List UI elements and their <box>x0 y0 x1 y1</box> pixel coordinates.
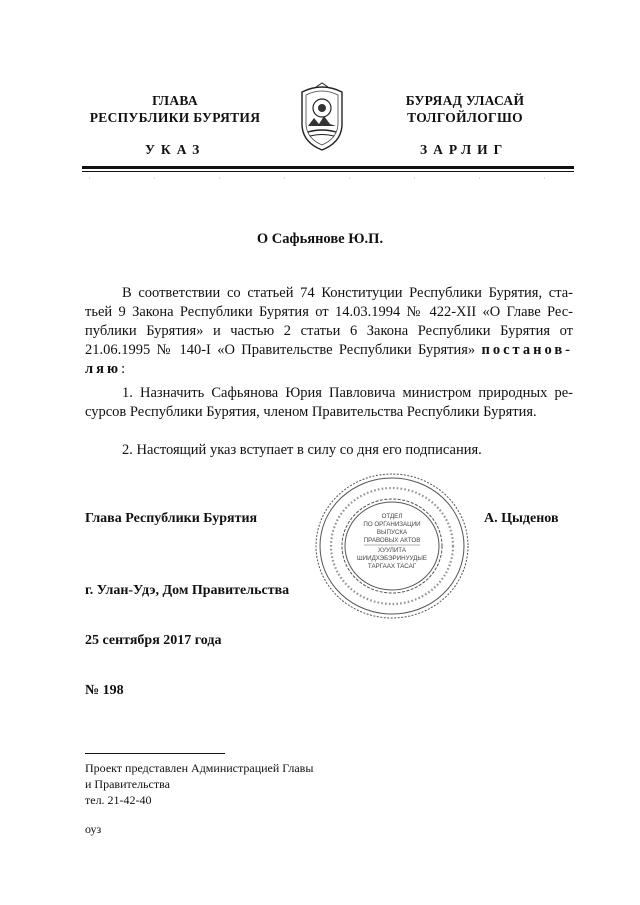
seal-text-line: ТАРГААХ ТАСАГ <box>367 563 417 570</box>
preamble-line: 21.06.1995 № 140-I «О Правительстве Республики Бурятия» <box>85 342 476 358</box>
seal-text-line: ОТДЕЛ <box>381 513 403 520</box>
header-right <box>380 92 550 126</box>
seal-text-line: ПО ОРГАНИЗАЦИИ <box>363 521 421 528</box>
header-rule-thin <box>82 171 574 172</box>
decree-item <box>85 384 573 422</box>
footer-code: оуз <box>85 822 102 836</box>
date: 25 сентября 2017 года <box>85 633 222 648</box>
decree-item-line: 2. Настоящий указ вступает в силу со дня его подписания. <box>122 442 482 458</box>
preamble-colon: : <box>121 361 126 377</box>
coat-of-arms-icon <box>296 82 348 152</box>
doc-type-right: ЗАРЛИГ <box>420 142 509 157</box>
preamble-line-5 <box>85 360 573 379</box>
decree-verb-end: ляю <box>85 361 122 377</box>
header-right-line1: БУРЯАД УЛАСАЙ <box>405 93 525 108</box>
place: г. Улан-Удэ, Дом Правительства <box>85 583 290 598</box>
signature-name: А. Цыденов <box>484 511 559 526</box>
doc-type-left: УКАЗ <box>145 142 206 157</box>
document-number: № 198 <box>85 683 124 698</box>
document-title: О Сафьянове Ю.П. <box>256 231 384 247</box>
decree-item-line: сурсов Республики Бурятия, членом Правительства Республики Бурятия. <box>85 404 537 420</box>
seal-text-line: ВЫПУСКА <box>376 529 408 536</box>
decree-item-line: 1. Назначить Сафьянова Юрия Павловича министром природных ре- <box>122 385 573 401</box>
header-left <box>80 92 270 126</box>
header-left-line2: РЕСПУБЛИКИ БУРЯТИЯ <box>89 110 261 125</box>
header-left-line1: ГЛАВА <box>152 93 198 108</box>
header-dots <box>82 174 574 182</box>
seal-text-line: ШИИДХЭБЭРИНУУДЫЕ <box>357 555 427 562</box>
official-seal <box>312 470 472 622</box>
seal-text-line: ПРАВОВЫХ АКТОВ <box>363 537 421 544</box>
header-rule-thick <box>82 166 574 169</box>
decree-item <box>85 441 573 460</box>
footer-rule <box>85 753 225 754</box>
seal-text-line: ХУУЛИТА <box>378 547 406 554</box>
preamble-line: публики Бурятия» и частью 2 статьи 6 Закона Республики Бурятия от <box>85 323 573 339</box>
footer-note <box>85 760 313 808</box>
footer-line: и Правительства <box>85 777 170 791</box>
preamble-line: В соответствии со статьей 74 Конституции Республики Бурятия, ста- <box>122 285 573 301</box>
footer-line: Проект представлен Администрацией Главы <box>85 761 314 775</box>
header-right-line2: ТОЛГОЙЛОГШО <box>407 110 523 125</box>
signature-title: Глава Республики Бурятия <box>85 511 258 526</box>
preamble-line: тьей 9 Закона Республики Бурятия от 14.03.1994 № 422-XII «О Главе Рес- <box>85 304 573 320</box>
footer-line: тел. 21-42-40 <box>85 793 152 807</box>
preamble <box>85 284 573 379</box>
preamble-line-4 <box>85 341 573 360</box>
decree-verb: постанов- <box>481 342 574 358</box>
